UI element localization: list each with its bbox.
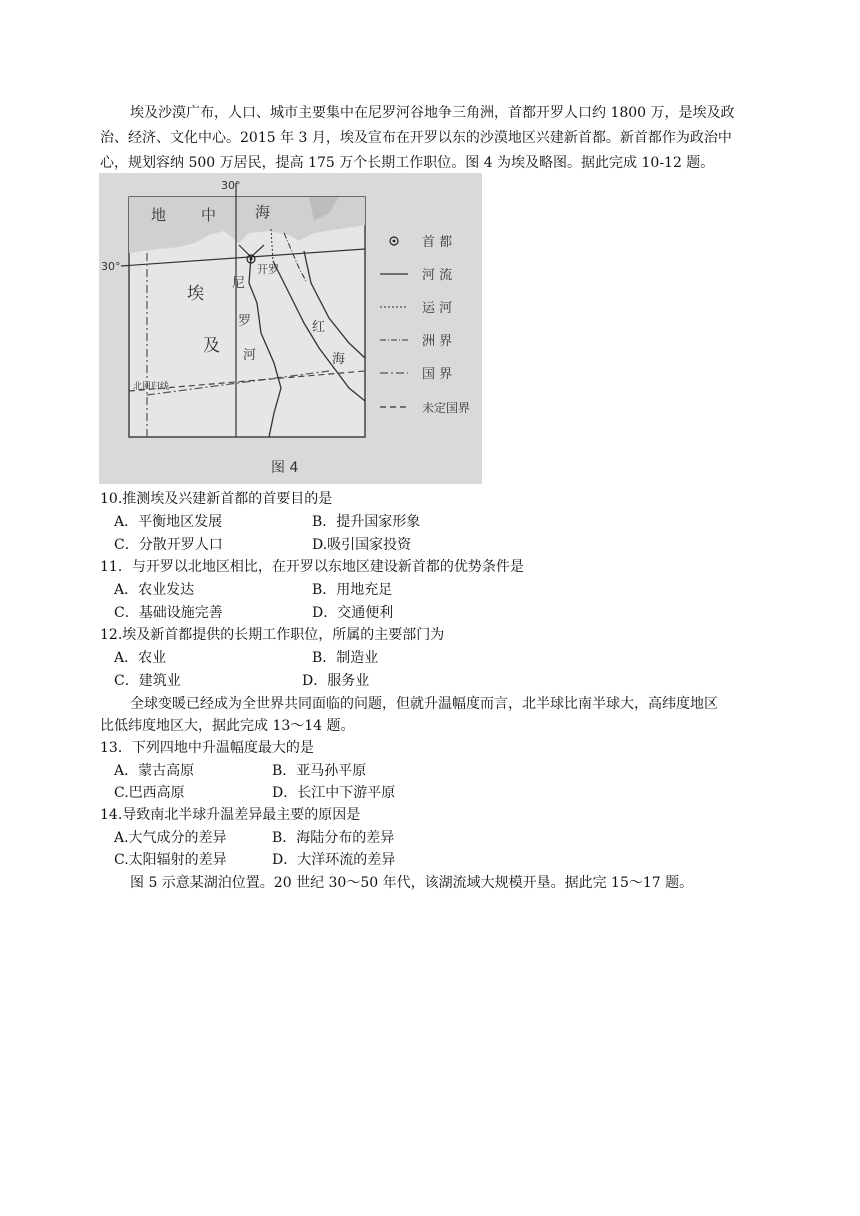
q11-stem: 11．与开罗以北地区相比，在开罗以东地区建设新首都的优势条件是 [100, 559, 524, 575]
sea-char-3: 海 [255, 203, 271, 221]
legend-label-national-boundary: 国 界 [422, 367, 453, 382]
q13-option-b: B．亚马孙平原 [272, 763, 367, 779]
q14-option-d: D．大洋环流的差异 [272, 852, 396, 868]
cairo-capital-dot [250, 258, 253, 261]
cairo-label: 开罗 [257, 263, 279, 276]
lat-label-left: 30° [101, 260, 121, 273]
river-char-3: 河 [243, 348, 257, 363]
q13-option-d: D．长江中下游平原 [272, 785, 396, 801]
country-char-2: 及 [203, 336, 220, 356]
q11-option-d: D．交通便利 [312, 605, 394, 621]
legend [380, 234, 470, 415]
legend-label-capital: 首 都 [422, 235, 453, 250]
figure-caption: 图 4 [271, 460, 299, 476]
passage1-line3: 心，规划容纳 500 万居民，提高 175 万个长期工作职位。图 4 为埃及略图。据此完成 10-12 题。 [100, 155, 715, 171]
q13-stem: 13．下列四地中升温幅度最大的是 [100, 740, 314, 756]
passage3-line1: 图 5 示意某湖泊位置。20 世纪 30～50 年代，该湖流域大规模开垦。据此完 15～17 题。 [130, 875, 694, 891]
q10-option-b: B．提升国家形象 [312, 514, 421, 530]
q14-stem: 14.导致南北半球升温差异最主要的原因是 [100, 807, 361, 823]
q10-option-a: A．平衡地区发展 [114, 514, 223, 530]
q11-option-b: B．用地充足 [312, 582, 393, 598]
q10-option-c: C．分散开罗人口 [114, 537, 223, 553]
legend-label-river: 河 流 [422, 268, 453, 283]
country-char-1: 埃 [187, 284, 204, 304]
q12-option-b: B．制造业 [312, 650, 379, 666]
q10-option-d: D.吸引国家投资 [312, 537, 412, 553]
passage1-line2: 治、经济、文化中心。2015 年 3 月，埃及宣布在开罗以东的沙漠地区兴建新首都。新首都作为政治中 [100, 130, 732, 146]
q11-option-c: C．基础设施完善 [114, 605, 223, 621]
sea-char-1: 地 [151, 206, 167, 224]
legend-label-continent-boundary: 洲 界 [422, 334, 453, 349]
red-sea-char-1: 红 [312, 320, 326, 335]
egypt-map-figure [99, 173, 482, 484]
q13-option-c: C.巴西高原 [114, 785, 185, 801]
lat-label-top: 30° [221, 179, 241, 192]
sea-char-2: 中 [201, 206, 217, 224]
q14-option-b: B．海陆分布的差异 [272, 830, 395, 846]
q14-option-a: A.大气成分的差异 [114, 830, 227, 846]
river-char-2: 罗 [238, 314, 252, 329]
q10-stem: 10.推测埃及兴建新首都的首要目的是 [100, 491, 333, 507]
passage2-line1: 全球变暖已经成为全世界共同面临的问题，但就升温幅度而言，北半球比南半球大，高纬度地区 [130, 696, 718, 712]
passage1-line1: 埃及沙漠广布，人口、城市主要集中在尼罗河谷地争三角洲，首都开罗人口约 1800 万，是埃及政 [130, 105, 735, 121]
legend-capital-dot [393, 240, 396, 243]
tropic-label: 北回归线 [133, 382, 170, 392]
passage2-line2: 比低纬度地区大，据此完成 13～14 题。 [100, 718, 355, 734]
red-sea-char-2: 海 [332, 352, 346, 367]
q12-option-a: A．农业 [114, 650, 167, 666]
legend-label-undetermined-boundary: 未定国界 [422, 401, 471, 415]
q11-option-a: A．农业发达 [114, 582, 195, 598]
q12-option-c: C．建筑业 [114, 673, 181, 689]
egypt-map-svg [99, 173, 482, 484]
q14-option-c: C.太阳辐射的差异 [114, 852, 227, 868]
q12-option-d: D．服务业 [302, 673, 370, 689]
q13-option-a: A．蒙古高原 [114, 763, 195, 779]
q12-stem: 12.埃及新首都提供的长期工作职位，所属的主要部门为 [100, 627, 445, 643]
legend-label-canal: 运 河 [422, 301, 453, 316]
river-char-1: 尼 [232, 276, 246, 291]
